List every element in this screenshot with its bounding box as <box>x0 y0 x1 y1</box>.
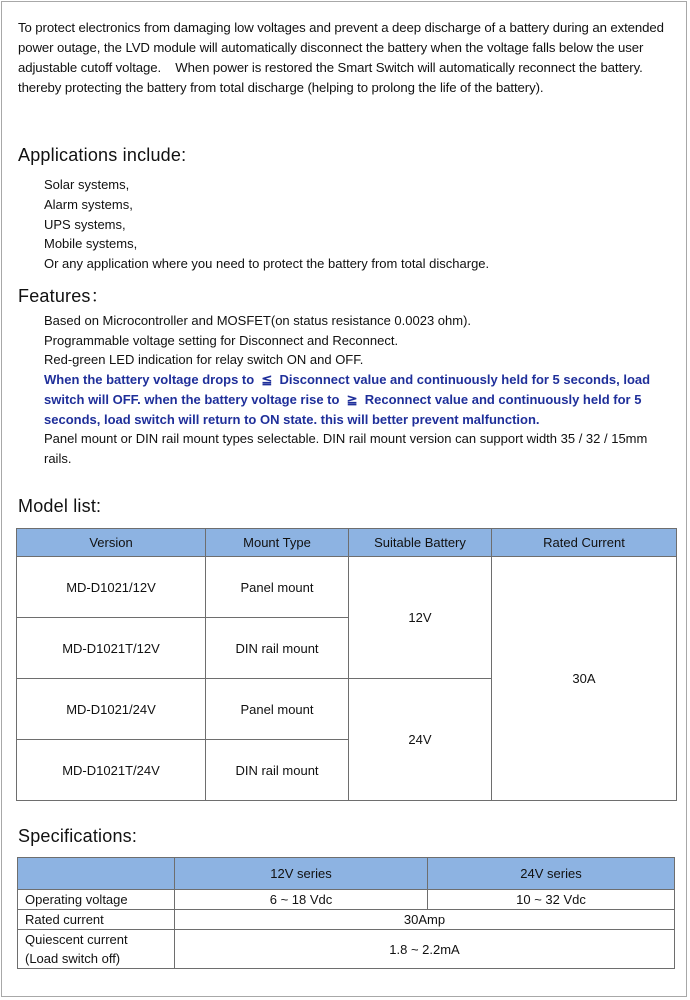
spec-label: Operating voltage <box>18 890 175 910</box>
rated-current-cell: 30A <box>492 557 677 801</box>
spec-label: Rated current <box>18 910 175 930</box>
spec-value: 30Amp <box>175 910 675 930</box>
list-item: Panel mount or DIN rail mount types selectable. DIN rail mount version can support width 35 / 32 / 15mm rails. <box>44 431 648 466</box>
intro-paragraph: To protect electronics from damaging low voltages and prevent a deep discharge of a battery during an extended power outage, the LVD module will automatically disconnect the battery when the voltage falls below the user adjustable cutoff voltage. When power is restored the Smart Switch will automatically reconnect the battery. thereby protecting the battery from total discharge (helping to prolong the life of the battery). <box>18 20 664 95</box>
version-cell: MD-D1021/12V <box>17 557 206 618</box>
column-header: 24V series <box>428 858 675 890</box>
model-list-heading: Model list: <box>18 496 102 516</box>
version-cell: MD-D1021T/24V <box>17 740 206 801</box>
list-item: UPS systems, <box>44 216 126 232</box>
features-list <box>44 311 669 469</box>
list-item: Or any application where you need to protect the battery from total discharge. <box>44 256 490 272</box>
mount-cell: Panel mount <box>206 679 349 740</box>
list-item: Based on Microcontroller and MOSFET(on status resistance 0.0023 ohm). <box>44 313 472 328</box>
column-header: Mount Type <box>206 529 349 557</box>
spec-label <box>18 930 175 969</box>
table-row <box>17 557 677 618</box>
specifications-heading: Specifications: <box>18 826 138 846</box>
battery-cell: 12V <box>349 557 492 679</box>
specifications-table <box>17 857 675 969</box>
applications-heading: Applications include: <box>18 145 187 165</box>
spec-value: 6 ~ 18 Vdc <box>175 890 428 910</box>
column-header: Version <box>17 529 206 557</box>
mount-cell: Panel mount <box>206 557 349 618</box>
mount-cell: DIN rail mount <box>206 740 349 801</box>
table-header-row <box>17 529 677 557</box>
battery-cell: 24V <box>349 679 492 801</box>
list-item-highlighted: When the battery voltage drops to ≦ Disconnect value and continuously held for 5 seconds, load switch will OFF. when the battery voltage rise to ≧ Reconnect value and continuously held for 5 seconds, load switch will return to ON state. this will better prevent malfunction. <box>44 372 651 427</box>
version-cell: MD-D1021T/12V <box>17 618 206 679</box>
list-item: Alarm systems, <box>44 196 133 212</box>
list-item: Solar systems, <box>44 177 130 192</box>
product-description-page <box>1 1 687 997</box>
applications-list <box>44 175 489 274</box>
spec-label-line: Quiescent current <box>25 932 128 947</box>
table-row <box>18 930 675 969</box>
version-cell: MD-D1021/24V <box>17 679 206 740</box>
column-header: Suitable Battery <box>349 529 492 557</box>
column-header: Rated Current <box>492 529 677 557</box>
column-header <box>18 858 175 890</box>
spec-label-line: (Load switch off) <box>25 951 121 966</box>
list-item: Red-green LED indication for relay switch ON and OFF. <box>44 352 364 368</box>
table-row <box>18 910 675 930</box>
spec-value: 1.8 ~ 2.2mA <box>175 930 675 969</box>
list-item: Mobile systems, <box>44 236 138 252</box>
spec-value: 10 ~ 32 Vdc <box>428 890 675 910</box>
mount-cell: DIN rail mount <box>206 618 349 679</box>
table-header-row <box>18 858 675 890</box>
model-list-table <box>16 528 677 801</box>
list-item: Programmable voltage setting for Disconnect and Reconnect. <box>44 332 399 348</box>
features-heading: Features： <box>18 286 109 306</box>
column-header: 12V series <box>175 858 428 890</box>
table-row <box>18 890 675 910</box>
